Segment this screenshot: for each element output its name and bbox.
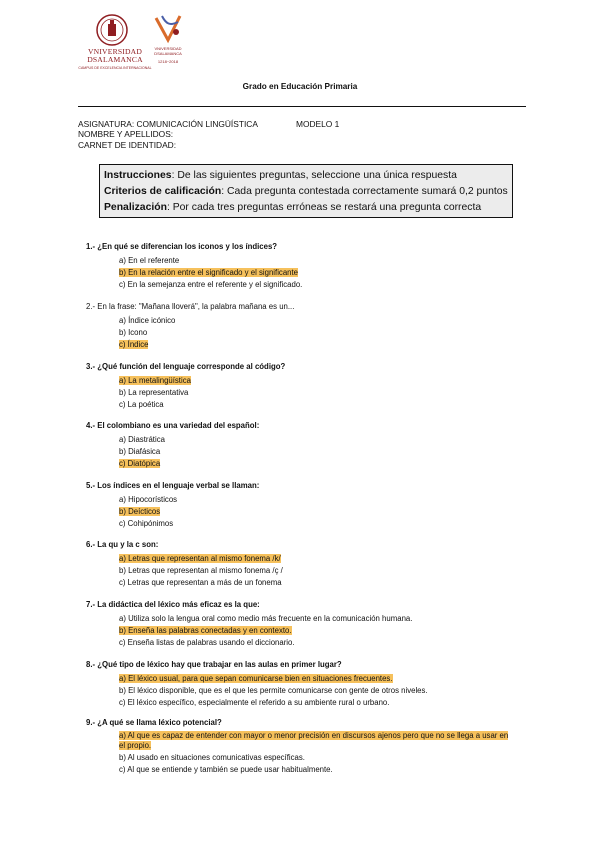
name-field-label: NOMBRE Y APELLIDOS: [78,129,174,140]
option-b[interactable]: b) Letras que representan al mismo fonema /ç / [119,566,283,575]
university-name: VNIVERSIDAD DSALAMANCA [87,47,143,64]
option-a[interactable]: a) El léxico usual, para que sepan comunicarse bien en situaciones frecuentes. [119,674,393,683]
anniversary-line-1: VNIVERSIDAD [154,46,182,51]
question-title: 9.- ¿A qué se llama léxico potencial? [86,718,222,727]
question-title: 7.- La didáctica del léxico más eficaz es la que: [86,600,260,609]
question-3 [86,362,285,411]
question-title: 3.- ¿Qué función del lenguaje corresponde al código? [86,362,286,371]
option-c[interactable]: c) Cohipónimos [119,519,174,528]
question-4 [86,421,259,470]
option-b[interactable]: b) El léxico disponible, que es el que les permite comunicarse con gente de otros niveles. [119,686,428,695]
instructions-box [99,164,513,218]
question-6 [86,540,283,589]
option-b[interactable]: b) La representativa [119,388,189,397]
option-a[interactable]: a) Letras que representan al mismo fonema /k/ [119,554,281,563]
id-field-label: CARNET DE IDENTIDAD: [78,139,177,150]
option-c[interactable]: c) Letras que representan a más de un fonema [119,578,282,587]
question-title: 4.- El colombiano es una variedad del español: [86,421,260,430]
option-c[interactable]: c) Índice [119,340,149,349]
anniversary-line-2: DSALAMANCA [154,51,182,56]
option-c[interactable]: c) En la semejanza entre el referente y el significado. [119,280,303,289]
question-title: 5.- Los índices en el lenguaje verbal se llaman: [86,481,260,490]
question-7 [86,600,412,649]
instructions-line: Instrucciones: De las siguientes preguntas, seleccione una única respuesta [104,170,457,181]
option-c[interactable]: c) Al que se entiende y también se puede usar habitualmente. [119,765,333,775]
subject-label: ASIGNATURA: COMUNICACIÓN LINGÜÍSTICA [78,119,258,129]
question-8 [86,660,428,709]
option-a[interactable]: a) Hipocorísticos [119,495,178,504]
anniversary-logo [150,12,186,74]
header-divider [78,106,526,107]
option-b[interactable]: b) Enseña las palabras conectadas y en contexto. [119,626,292,635]
option-c[interactable]: c) Diatópica [119,459,161,468]
anniversary-v-icon [152,12,184,44]
university-seal-icon [94,14,130,46]
option-b[interactable]: b) En la relación entre el significado y el significante [119,268,298,277]
question-title: 6.- La qu y la c son: [86,540,159,549]
penalty-line: Penalización: Por cada tres preguntas erróneas se restará una pregunta correcta [104,202,482,213]
option-a[interactable]: a) En el referente [119,256,180,265]
option-a[interactable]: a) Índice icónico [119,316,176,325]
option-b[interactable]: b) Al usado en situaciones comunicativas específicas. [119,753,305,763]
anniversary-line-3: 1218~2018 [157,59,179,64]
option-b[interactable]: b) Diafásica [119,447,161,456]
option-b[interactable]: b) Deícticos [119,507,161,516]
option-c[interactable]: c) La poética [119,400,164,409]
course-title: Grado en Educación Primaria [242,82,358,91]
question-title: 2.- En la frase: "Mañana lloverá", la palabra mañana es un... [86,302,295,311]
option-a[interactable]: a) La metalingüística [119,376,191,385]
question-title: 1.- ¿En qué se diferencian los iconos y los índices? [86,242,278,251]
question-title: 8.- ¿Qué tipo de léxico hay que trabajar en las aulas en primer lugar? [86,660,342,669]
question-9 [86,718,514,776]
option-c[interactable]: c) Enseña listas de palabras usando el diccionario. [119,638,295,647]
university-logo [76,14,154,72]
university-subtitle: CAMPUS DE EXCELENCIA INTERNACIONAL [78,66,152,70]
option-c[interactable]: c) El léxico específico, especialmente el referido a su ambiente rural o urbano. [119,698,390,707]
question-2 [86,302,294,351]
grading-line: Criterios de calificación: Cada pregunta contestada correctamente sumará 0,2 puntos [104,186,508,197]
question-1 [86,242,302,291]
option-b[interactable]: b) Icono [119,328,148,337]
option-a[interactable]: a) Utiliza solo la lengua oral como medio más frecuente en la comunicación humana. [119,614,413,623]
option-a[interactable]: a) Al que es capaz de entender con mayor o menor precisión en discursos ajenos pero que no se llega a usar en el propio. [119,731,509,750]
question-5 [86,481,259,530]
option-a[interactable]: a) Diastrática [119,435,165,444]
student-info [78,119,340,150]
exam-model: MODELO 1 [296,119,340,129]
